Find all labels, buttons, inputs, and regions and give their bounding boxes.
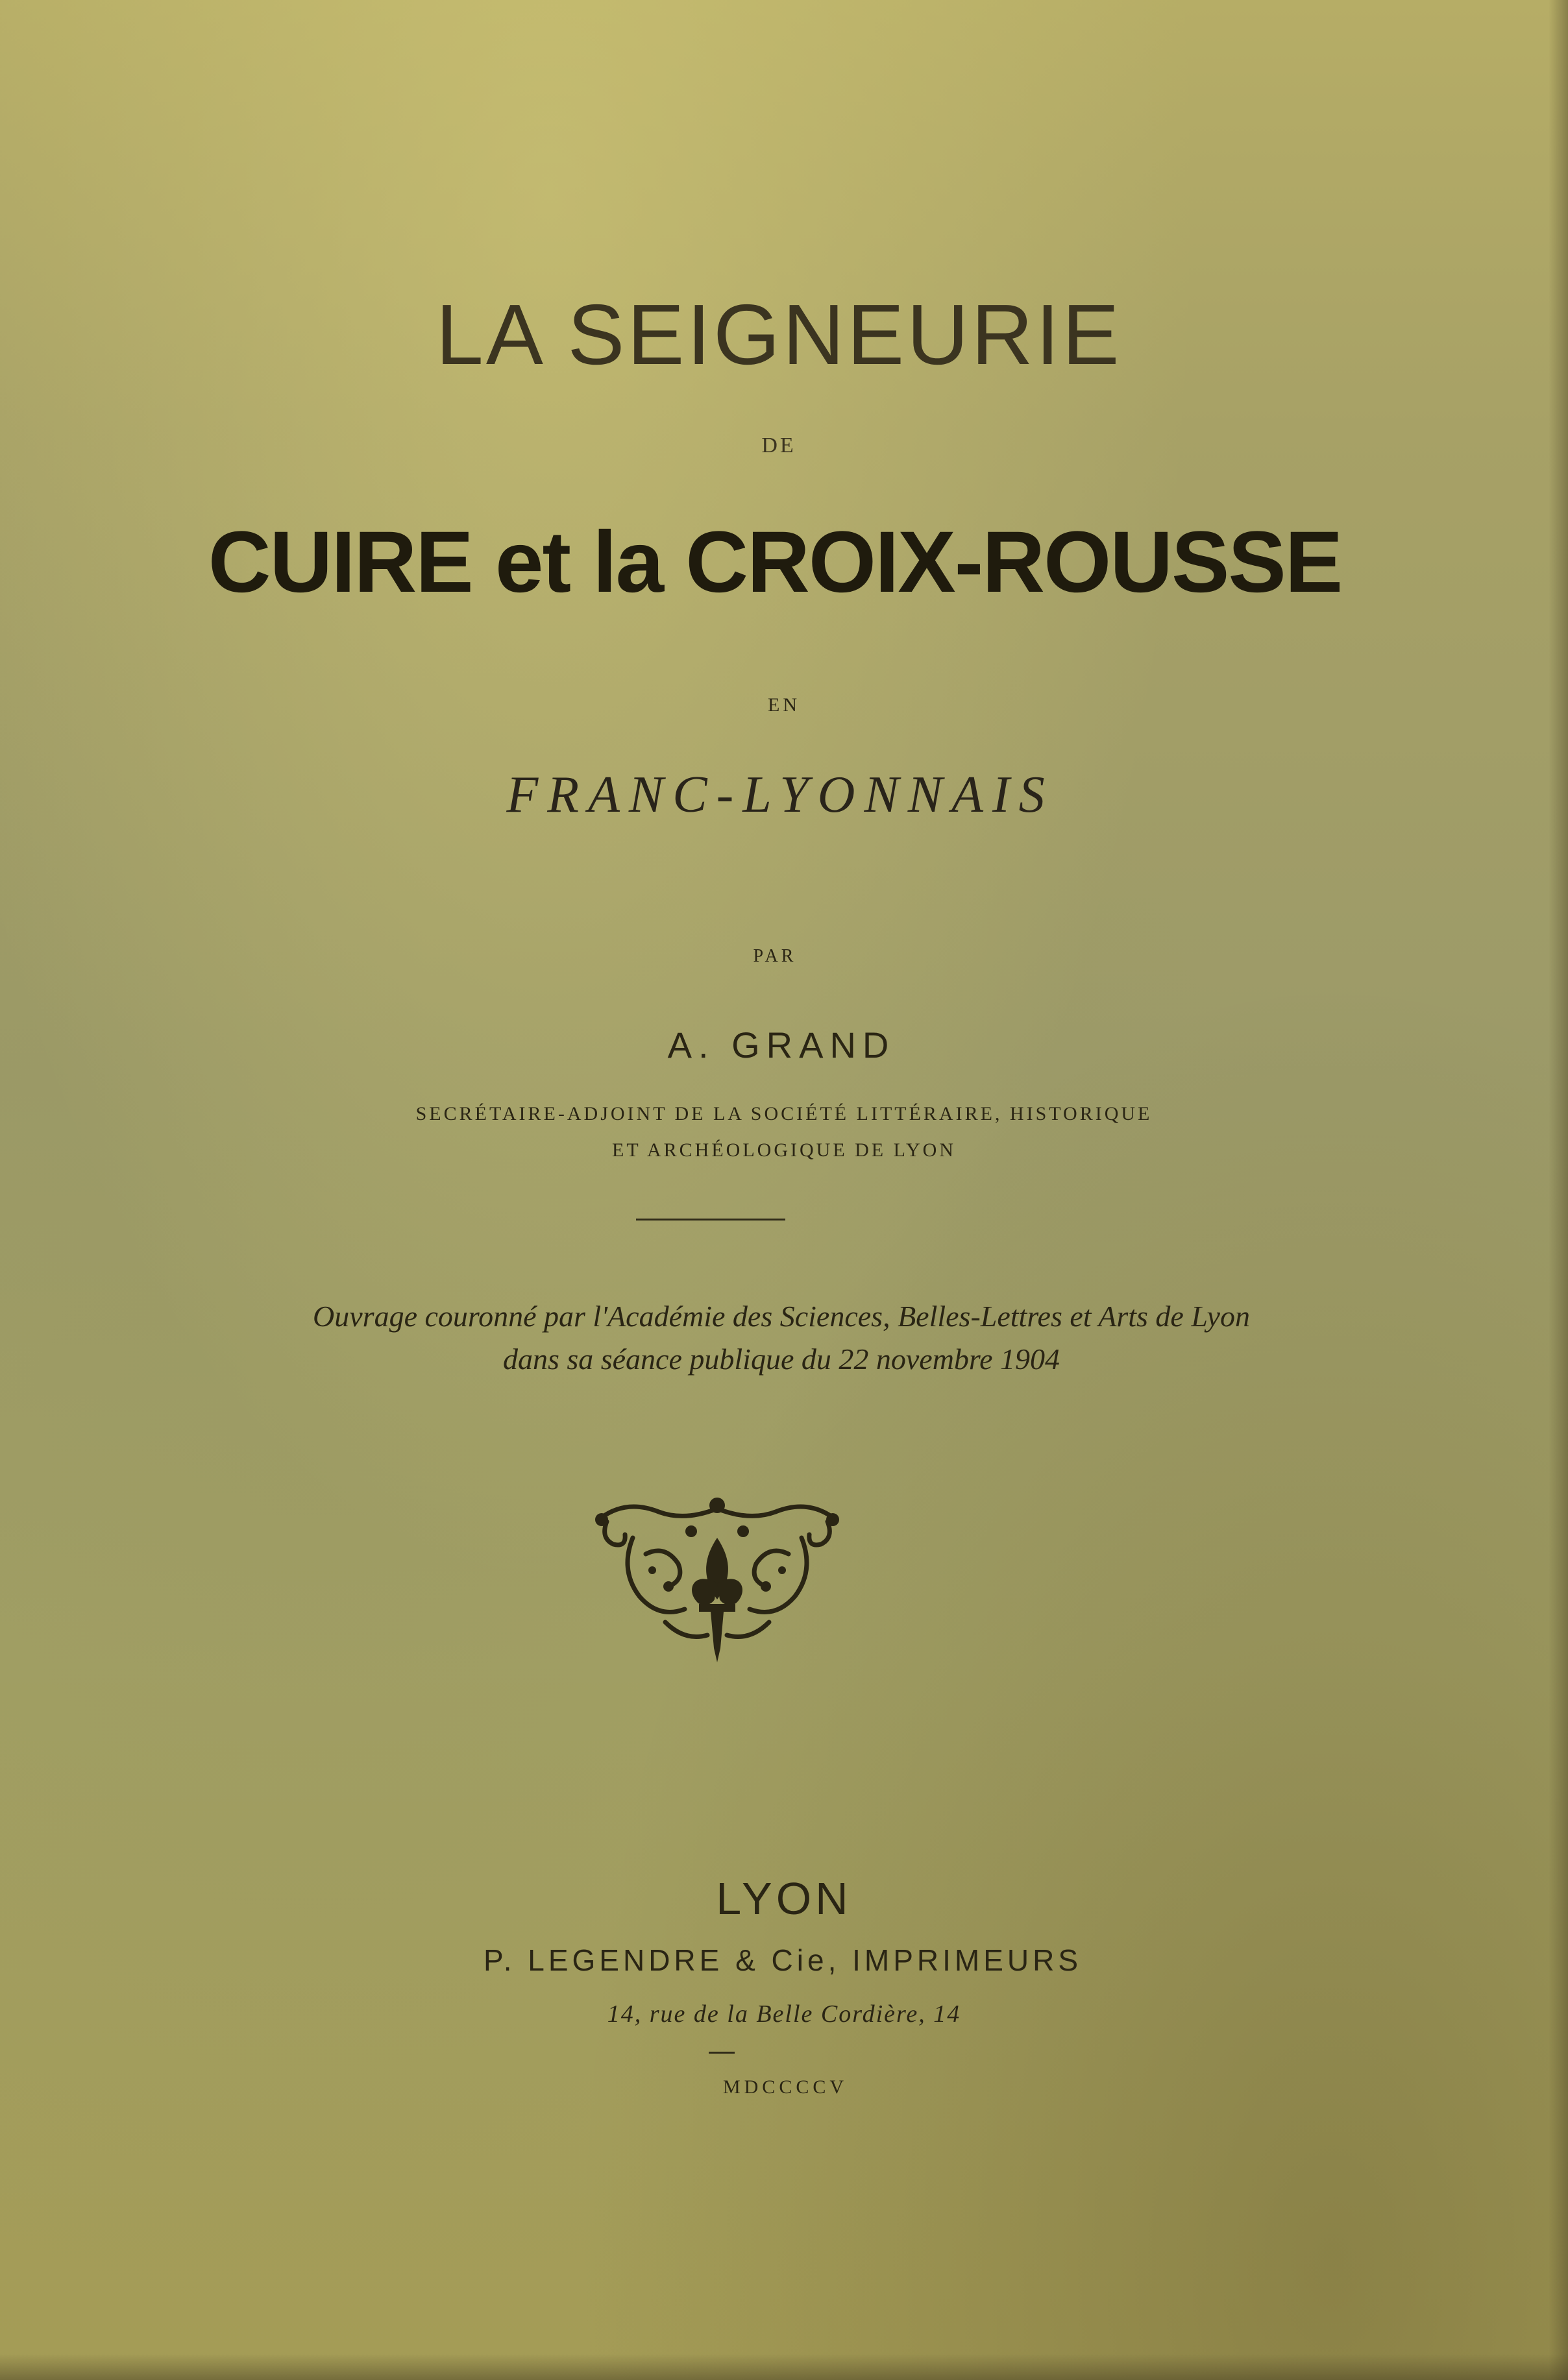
title-connector-de: DE (761, 433, 796, 457)
fleur-de-lis-ornament-icon (587, 1492, 847, 1668)
imprint-divider (709, 2052, 735, 2054)
title-region: FRANC-LYONNAIS (506, 766, 1054, 823)
author-affiliation-line-2: ET ARCHÉOLOGIQUE DE LYON (612, 1139, 956, 1161)
page-edge-shadow-bottom (0, 2354, 1568, 2380)
title-connector-en: EN (768, 694, 800, 716)
award-line-1: Ouvrage couronné par l'Académie des Sciences, Belles-Lettres et Arts de Lyon (313, 1300, 1250, 1333)
divider-rule (636, 1219, 785, 1220)
imprint-address: 14, rue de la Belle Cordière, 14 (607, 2000, 961, 2028)
author-name: A. GRAND (667, 1025, 896, 1065)
byline-par: PAR (753, 946, 797, 966)
imprint-year: MDCCCCV (722, 2076, 848, 2098)
imprint-printer: P. LEGENDRE & Cie, IMPRIMEURS (483, 1943, 1083, 1977)
award-line-2: dans sa séance publique du 22 novembre 1904 (502, 1342, 1060, 1376)
imprint-city: LYON (716, 1873, 852, 1924)
title-line-seigneurie: LA SEIGNEURIE (435, 287, 1122, 382)
author-affiliation-line-1: SECRÉTAIRE-ADJOINT DE LA SOCIÉTÉ LITTÉRAIRE, HISTORIQUE (415, 1103, 1153, 1124)
title-line-cuire-croix-rousse: CUIRE et la CROIX-ROUSSE (208, 514, 1342, 611)
